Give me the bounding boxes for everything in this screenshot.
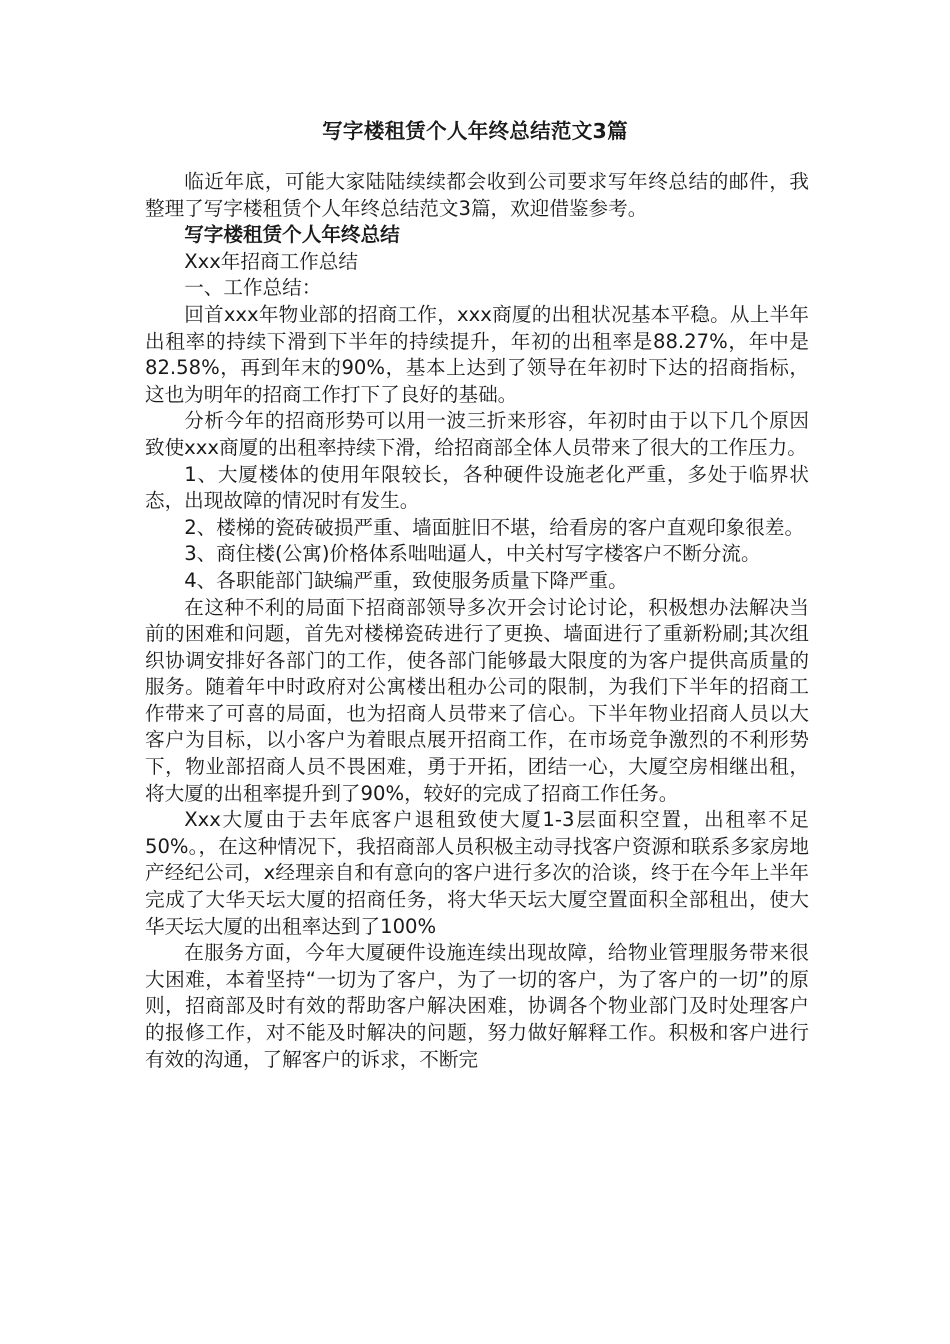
- paragraph-building: Xxx大厦由于去年底客户退租致使大厦1-3层面积空置，出租率不足50%。，在这种情况下，我招商部人员积极主动寻找客户资源和联系多家房地产经纪公司，x经理亲自和有意向的客户进行多次的洽谈，终于在今年上半年完成了大华天坛大厦的招商任务，将大华天坛大厦空置面积全部租出，使大华天坛大厦的出租率达到了100%: [145, 808, 809, 938]
- paragraph-service: 在服务方面，今年大厦硬件设施连续出现故障，给物业管理服务带来很大困难，本着坚持“一切为了客户，为了一切的客户，为了客户的一切”的原则，招商部及时有效的帮助客户解决困难，协调各个物业部门及时处理客户的报修工作，对不能及时解决的问题，努力做好解释工作。积极和客户进行有效的沟通，了解客户的诉求，不断完: [145, 941, 809, 1071]
- paragraph-subtitle: Xxx年招商工作总结: [184, 249, 358, 273]
- list-item-3: 3、商住楼(公寓)价格体系咄咄逼人，中关村写字楼客户不断分流。: [184, 542, 761, 566]
- paragraph-analysis: 分析今年的招商形势可以用一波三折来形容，年初时由于以下几个原因致使xxx商厦的出租率持续下滑，给招商部全体人员带来了很大的工作压力。: [145, 409, 809, 459]
- paragraph-review: 回首xxx年物业部的招商工作，xxx商厦的出租状况基本平稳。从上半年出租率的持续下滑到下半年的持续提升，年初的出租率是88.27%，年中是82.58%，再到年末的90%，基本上达到了领导在年初时下达的招商指标，这也为明年的招商工作打下了良好的基础。: [145, 302, 809, 406]
- paragraph-intro: 临近年底，可能大家陆陆续续都会收到公司要求写年终总结的邮件，我整理了写字楼租赁个人年终总结范文3篇，欢迎借鉴参考。: [145, 170, 809, 220]
- document-body: [145, 169, 809, 1073]
- list-item-1: 1、大厦楼体的使用年限较长，各种硬件设施老化严重，多处于临界状态，出现故障的情况时有发生。: [145, 462, 809, 513]
- list-item-4: 4、各职能部门缺编严重，致使服务质量下降严重。: [184, 568, 628, 592]
- list-item-2: 2、楼梯的瓷砖破损严重、墙面脏旧不堪，给看房的客户直观印象很差。: [184, 515, 805, 539]
- section-heading: 写字楼租赁个人年终总结: [184, 223, 400, 247]
- paragraph-measures: 在这种不利的局面下招商部领导多次开会讨论讨论，积极想办法解决当前的困难和问题，首先对楼梯瓷砖进行了更换、墙面进行了重新粉刷;其次组织协调安排好各部门的工作，使各部门能够最大限度的为客户提供高质量的服务。随着年中时政府对公寓楼出租办公司的限制，为我们下半年的招商工作带来了可喜的局面，也为招商人员带来了信心。下半年物业招商人员以大客户为目标，以小客户为着眼点展开招商工作，在市场竞争激烈的不利形势下，物业部招商人员不畏困难，勇于开拓，团结一心，大厦空房相继出租，将大厦的出租率提升到了90%，较好的完成了招商工作任务。: [145, 595, 809, 805]
- paragraph-section-label: 一、工作总结：: [184, 276, 322, 300]
- document-title: 写字楼租赁个人年终总结范文3篇: [322, 119, 628, 143]
